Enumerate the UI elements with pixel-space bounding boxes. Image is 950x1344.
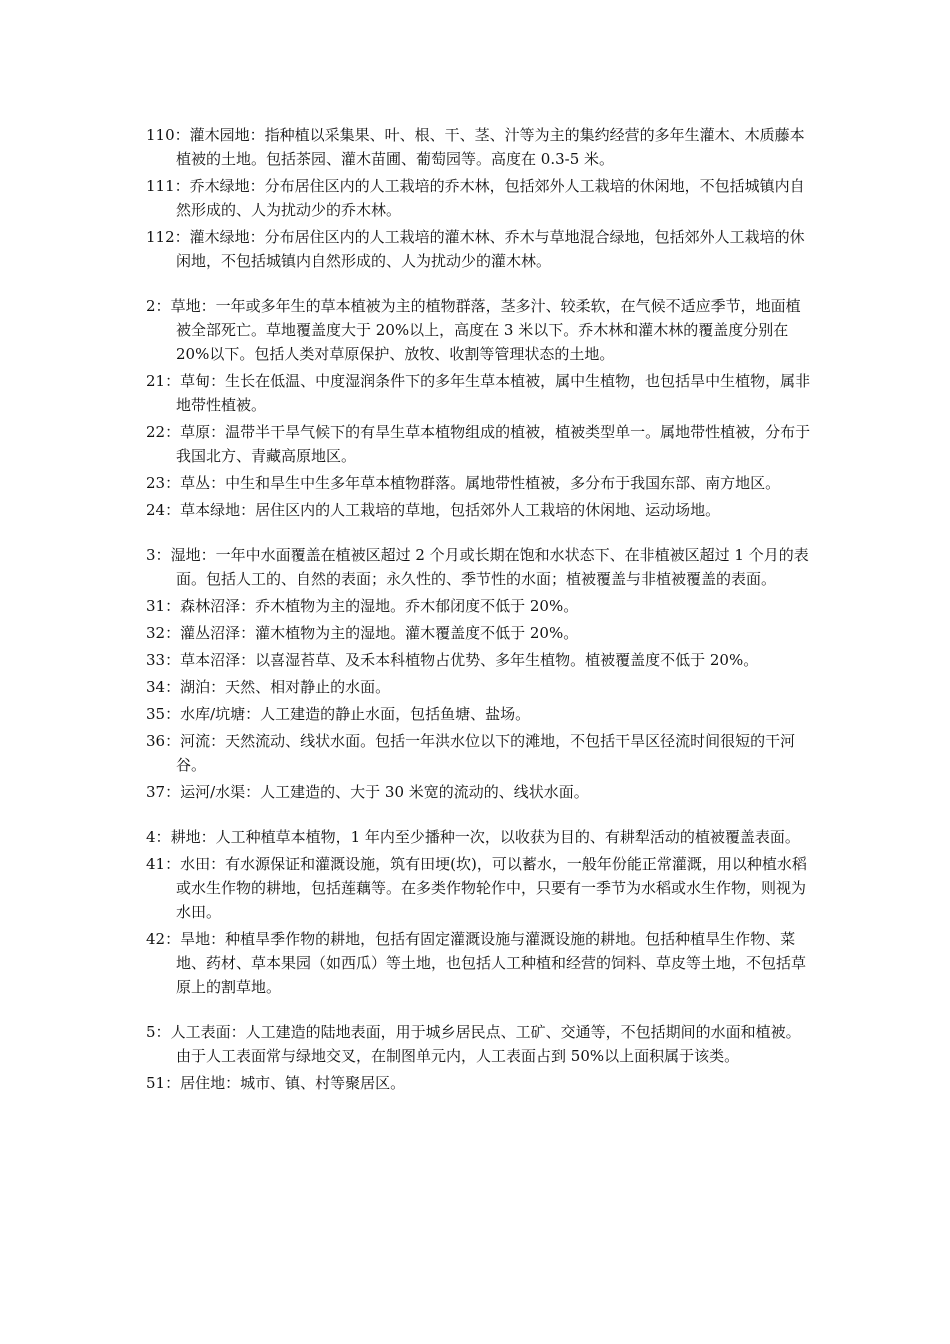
category-entry xyxy=(146,123,812,171)
category-code: 21 xyxy=(146,372,166,390)
category-description: 草丛：中生和旱生中生多年草本植物群落。属地带性植被，多分布于我国东部、南方地区。 xyxy=(180,474,781,492)
category-description: 湖泊：天然、相对静止的水面。 xyxy=(180,678,391,696)
category-description: 水田：有水源保证和灌溉设施，筑有田埂(坎)，可以蓄水，一般年份能正常灌溉，用以种植水稻或水生作物的耕地，包括莲藕等。在多类作物轮作中，只要有一季节为水稻或水生作物，则视为水田。 xyxy=(176,855,807,921)
code-separator: ： xyxy=(165,930,181,948)
category-entry xyxy=(146,702,812,726)
category-entry xyxy=(146,729,812,777)
code-separator: ： xyxy=(174,228,190,246)
category-description: 森林沼泽：乔木植物为主的湿地。乔木郁闭度不低于 20%。 xyxy=(180,597,579,615)
code-separator: ： xyxy=(174,177,190,195)
category-description: 草甸：生长在低温、中度湿润条件下的多年生草本植被，属中生植物，也包括旱中生植物，属非地带性植被。 xyxy=(176,372,811,414)
category-section xyxy=(146,294,812,522)
category-entry xyxy=(146,675,812,699)
category-entry xyxy=(146,498,812,522)
category-description: 草原：温带半干旱气候下的有旱生草本植物组成的植被，植被类型单一。属地带性植被，分布于我国北方、青藏高原地区。 xyxy=(176,423,811,465)
category-description: 草本绿地：居住区内的人工栽培的草地，包括郊外人工栽培的休闲地、运动场地。 xyxy=(180,501,721,519)
code-separator: ： xyxy=(165,372,181,390)
category-entry xyxy=(146,648,812,672)
code-separator: ： xyxy=(165,855,181,873)
category-code: 42 xyxy=(146,930,166,948)
category-code: 23 xyxy=(146,474,166,492)
document-page xyxy=(146,123,812,1098)
code-separator: ： xyxy=(165,624,181,642)
code-separator: ： xyxy=(155,828,171,846)
category-code: 5 xyxy=(146,1023,156,1041)
code-separator: ： xyxy=(155,1023,171,1041)
category-entry xyxy=(146,543,812,591)
category-description: 灌木绿地：分布居住区内的人工栽培的灌木林、乔木与草地混合绿地，包括郊外人工栽培的休闲地，不包括城镇内自然形成的、人为扰动少的灌木林。 xyxy=(176,228,805,270)
category-code: 35 xyxy=(146,705,166,723)
category-code: 110 xyxy=(146,126,175,144)
category-section xyxy=(146,543,812,804)
code-separator: ： xyxy=(165,501,181,519)
category-description: 湿地：一年中水面覆盖在植被区超过 2 个月或长期在饱和水状态下、在非植被区超过 1 个月的表面。包括人工的、自然的表面；永久性的、季节性的水面；植被覆盖与非植被覆盖的表面。 xyxy=(170,546,809,588)
category-code: 33 xyxy=(146,651,166,669)
category-description: 居住地：城市、镇、村等聚居区。 xyxy=(180,1074,406,1092)
category-entry xyxy=(146,294,812,366)
category-entry xyxy=(146,225,812,273)
category-entry xyxy=(146,471,812,495)
category-code: 32 xyxy=(146,624,166,642)
code-separator: ： xyxy=(165,705,181,723)
category-description: 草本沼泽：以喜湿苔草、及禾本科植物占优势、多年生植物。植被覆盖度不低于 20%。 xyxy=(180,651,759,669)
category-code: 37 xyxy=(146,783,166,801)
category-code: 4 xyxy=(146,828,156,846)
category-entry xyxy=(146,852,812,924)
category-entry xyxy=(146,369,812,417)
code-separator: ： xyxy=(165,783,181,801)
category-description: 乔木绿地：分布居住区内的人工栽培的乔木林，包括郊外人工栽培的休闲地，不包括城镇内自然形成的、人为扰动少的乔木林。 xyxy=(176,177,805,219)
category-description: 耕地：人工种植草本植物，1 年内至少播种一次，以收获为目的、有耕犁活动的植被覆盖表面。 xyxy=(170,828,800,846)
code-separator: ： xyxy=(165,678,181,696)
code-separator: ： xyxy=(174,126,190,144)
category-section xyxy=(146,825,812,999)
category-entry xyxy=(146,594,812,618)
category-code: 111 xyxy=(146,177,175,195)
category-entry xyxy=(146,420,812,468)
category-description: 人工表面：人工建造的陆地表面，用于城乡居民点、工矿、交通等，不包括期间的水面和植被。由于人工表面常与绿地交叉，在制图单元内，人工表面占到 50%以上面积属于该类。 xyxy=(170,1023,801,1065)
category-entry xyxy=(146,927,812,999)
category-entry xyxy=(146,1020,812,1068)
category-code: 112 xyxy=(146,228,175,246)
code-separator: ： xyxy=(165,474,181,492)
category-description: 灌木园地：指种植以采集果、叶、根、干、茎、汁等为主的集约经营的多年生灌木、木质藤本植被的土地。包括茶园、灌木苗圃、葡萄园等。高度在 0.3-5 米。 xyxy=(176,126,805,168)
category-code: 3 xyxy=(146,546,156,564)
category-description: 灌丛沼泽：灌木植物为主的湿地。灌木覆盖度不低于 20%。 xyxy=(180,624,579,642)
category-code: 34 xyxy=(146,678,166,696)
code-separator: ： xyxy=(165,651,181,669)
code-separator: ： xyxy=(165,1074,181,1092)
category-entry xyxy=(146,825,812,849)
category-code: 31 xyxy=(146,597,166,615)
category-entry xyxy=(146,780,812,804)
code-separator: ： xyxy=(155,546,171,564)
category-code: 24 xyxy=(146,501,166,519)
code-separator: ： xyxy=(165,597,181,615)
code-separator: ： xyxy=(155,297,171,315)
category-description: 水库/坑塘：人工建造的静止水面，包括鱼塘、盐场。 xyxy=(180,705,531,723)
category-entry xyxy=(146,1071,812,1095)
category-description: 河流：天然流动、线状水面。包括一年洪水位以下的滩地，不包括干旱区径流时间很短的干河谷。 xyxy=(176,732,796,774)
category-entry xyxy=(146,621,812,645)
category-description: 运河/水渠：人工建造的、大于 30 米宽的流动的、线状水面。 xyxy=(180,783,589,801)
code-separator: ： xyxy=(165,732,181,750)
category-entry xyxy=(146,174,812,222)
category-section xyxy=(146,123,812,273)
category-code: 2 xyxy=(146,297,156,315)
category-description: 旱地：种植旱季作物的耕地，包括有固定灌溉设施与灌溉设施的耕地。包括种植旱生作物、菜地、药材、草本果园（如西瓜）等土地，也包括人工种植和经营的饲料、草皮等土地，不包括草原上的割草地。 xyxy=(176,930,807,996)
category-code: 22 xyxy=(146,423,166,441)
category-description: 草地：一年或多年生的草本植被为主的植物群落，茎多汁、较柔软，在气候不适应季节，地面植被全部死亡。草地覆盖度大于 20%以上，高度在 3 米以下。乔木林和灌木林的覆盖度分别在 20%以下。包括人类对草原保护、放牧、收割等管理状态的土地。 xyxy=(170,297,801,363)
category-section xyxy=(146,1020,812,1095)
category-code: 36 xyxy=(146,732,166,750)
category-code: 51 xyxy=(146,1074,166,1092)
code-separator: ： xyxy=(165,423,181,441)
category-code: 41 xyxy=(146,855,166,873)
